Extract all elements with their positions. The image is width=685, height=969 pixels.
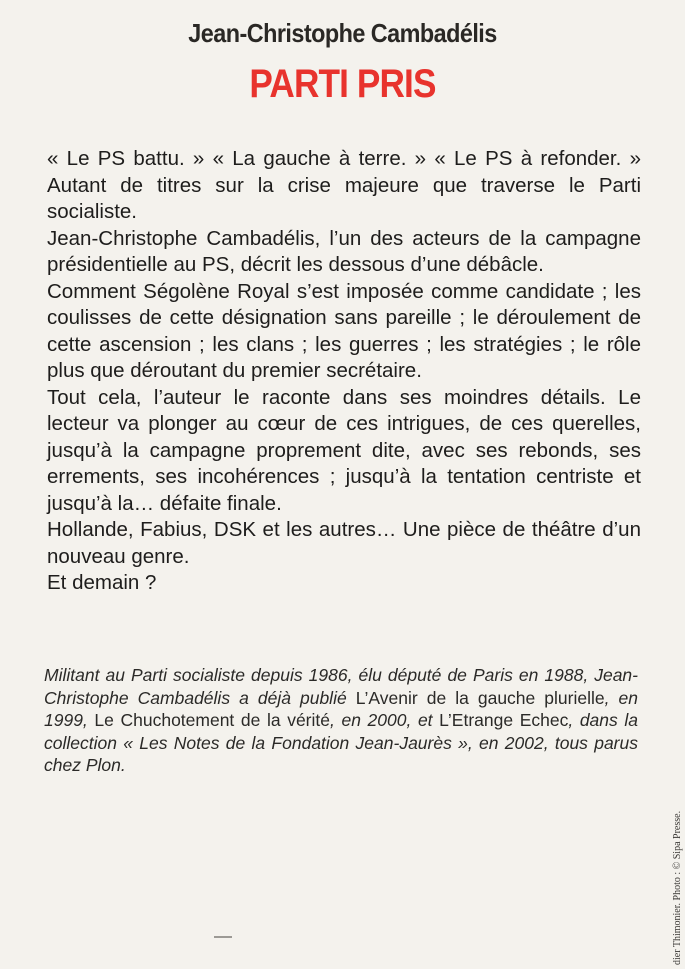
bio-text: , en 2000, et	[330, 710, 440, 730]
bio-book-title: L’Avenir de la gauche plurielle	[355, 687, 605, 708]
blurb-paragraph: Hollande, Fabius, DSK et les autres… Une pièce de théâtre d’un nouveau genre.	[47, 518, 641, 568]
blurb	[47, 146, 641, 597]
blurb-paragraph: Et demain ?	[47, 571, 157, 594]
bio-outro: , dans la collection « Les Notes de la Fondation Jean-Jaurès », en 2002, tous parus chez Plon.	[44, 710, 639, 775]
divider-mark	[214, 936, 232, 938]
photo-credit: dier Thimonier. Photo : © Sipa Presse.	[672, 810, 683, 965]
bio-intro: Militant au Parti socialiste depuis 1986, élu député de Paris en 1988, Jean-Christophe Cambadélis a déjà publié	[44, 665, 638, 708]
author-bio	[44, 664, 638, 777]
blurb-paragraph: « Le PS battu. » « La gauche à terre. » « Le PS à refonder. » Autant de titres sur la crise majeure que traverse le Parti socialiste.	[47, 147, 641, 223]
bio-text: , en 1999,	[44, 687, 638, 730]
bio-book-title: L’Etrange Echec	[439, 710, 569, 730]
book-title: PARTI PRIS	[249, 62, 436, 106]
blurb-paragraph: Comment Ségolène Royal s’est imposée comme candidate ; les coulisses de cette désignation sans pareille ; le déroulement de cette ascension ; les clans ; les guerres ; les stratégies ; le rôle plus que déroutant du premier secrétaire.	[47, 279, 641, 382]
bio-book-title: Le Chuchotement de la vérité	[94, 710, 330, 730]
blurb-paragraph: Tout cela, l’auteur le raconte dans ses moindres détails. Le lecteur va plonger au cœur de ces intrigues, de ces querelles, jusqu’à la campagne proprement dite, avec ses rebonds, ses errements, ses incohérences ; jusqu’à la tentation centriste et jusqu’à la… défaite finale.	[47, 385, 641, 515]
author-name: Jean-Christophe Cambadélis	[188, 18, 497, 48]
blurb-paragraph: Jean-Christophe Cambadélis, l’un des acteurs de la campagne présidentielle au PS, décrit les dessous d’une débâcle.	[47, 226, 641, 276]
